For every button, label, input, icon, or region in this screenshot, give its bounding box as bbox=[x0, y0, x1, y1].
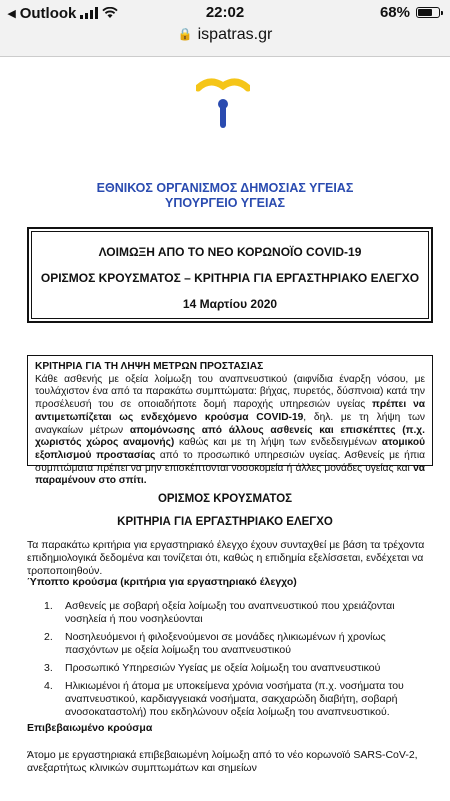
url-text: ispatras.gr bbox=[197, 26, 273, 43]
case-definition-heading: ΟΡΙΣΜΟΣ ΚΡΟΥΣΜΑΤΟΣ bbox=[157, 493, 293, 505]
doc-title: ΛΟΙΜΩΞΗ ΑΠΟ ΤΟ ΝΕΟ ΚΟΡΩΝΟΪΟ COVID-19 bbox=[98, 245, 362, 259]
protection-criteria-box bbox=[27, 355, 433, 487]
ministry-name: ΥΠΟΥΡΓΕΙΟ ΥΓΕΙΑΣ bbox=[165, 196, 285, 210]
suspect-case-heading: Ύποπτο κρούσμα (κριτήρια για εργαστηριακό έλεγχο) bbox=[27, 576, 297, 588]
intro-paragraph: Τα παρακάτω κριτήρια για εργαστηριακό έλεγχο έχουν συνταχθεί με βάση τα τρέχοντα επιδημιολογικά δεδομένα και τονίζεται ότι, καθώς η επιδημία εξελίσσεται, ενδέχεται να τροποποιηθούν. bbox=[27, 539, 425, 577]
confirmed-case-text: Άτομο με εργαστηριακά επιβεβαιωμένη λοίμωξη από το νέο κορωνοϊό SARS-CoV-2, ανεξαρτήτως κλινικών συμπτωμάτων και σημείων bbox=[27, 749, 418, 774]
clock: 22:02 bbox=[205, 4, 245, 21]
status-bar bbox=[0, 0, 450, 26]
org-name: ΕΘΝΙΚΟΣ ΟΡΓΑΝΙΣΜΟΣ ΔΗΜΟΣΙΑΣ ΥΓΕΙΑΣ bbox=[96, 181, 354, 195]
list-item: 3. Προσωπικό Υπηρεσιών Υγείας με οξεία λοίμωξη του αναπνευστικού bbox=[44, 662, 381, 674]
protection-heading: ΚΡΙΤΗΡΙΑ ΓΙΑ ΤΗ ΛΗΨΗ ΜΕΤΡΩΝ ΠΡΟΣΤΑΣΙΑΣ bbox=[35, 361, 264, 372]
lock-icon: 🔒 bbox=[177, 27, 193, 41]
doc-subtitle: ΟΡΙΣΜΟΣ ΚΡΟΥΣΜΑΤΟΣ – ΚΡΙΤΗΡΙΑ ΓΙΑ ΕΡΓΑΣΤΗΡΙΑΚΟ ΕΛΕΓΧΟ bbox=[40, 271, 420, 285]
eody-logo bbox=[196, 76, 250, 130]
title-box bbox=[27, 227, 433, 323]
confirmed-case-heading: Επιβεβαιωμένο κρούσμα bbox=[27, 722, 153, 734]
list-item: 4. Ηλικιωμένοι ή άτομα με υποκείμενα χρόνια νοσήματα (π.χ. νοσήματα του αναπνευστικού, καρδιαγγειακά νοσήματα, σακχαρώδη διαβήτη, σοβαρή ανοσοκαταστολή) που εκδηλώνουν οξεία λοίμωξη του αναπνευστικού. bbox=[44, 680, 404, 718]
lab-criteria-heading: ΚΡΙΤΗΡΙΑ ΓΙΑ ΕΡΓΑΣΤΗΡΙΑΚΟ ΕΛΕΓΧΟ bbox=[117, 516, 333, 528]
list-item: 1. Ασθενείς με σοβαρή οξεία λοίμωξη του αναπνευστικού που χρειάζονται νοσηλεία ή που νοσηλεύονται bbox=[44, 600, 395, 625]
battery-percent: 68% bbox=[379, 4, 410, 21]
doc-date: 14 Μαρτίου 2020 bbox=[182, 297, 278, 311]
battery-icon bbox=[416, 7, 440, 18]
carrier-label: ◂ Outlook bbox=[8, 5, 77, 22]
protection-text: Κάθε ασθενής με οξεία λοίμωξη του αναπνευστικού (αιφνίδια έναρξη νόσου, με τουλάχιστον ένα από τα παρακάτω συμπτώματα: βήχας, πυρετός, δύσπνοια) κατά την προσέλευσή του σε οποιαδήποτε δομή παροχής υπηρεσιών υγείας πρέπει να αντιμετωπίζεται ως ενδεχόμενο κρούσμα COVID-19, δηλ. με τη λήψη των αναγκαίων μέτρων απομόνωσης από άλλους ασθενείς και επισκέπτες (π.χ. χωριστός χώρος αναμονής) καθώς και με τη λήψη των ενδεδειγμένων ατομικού εξοπλισμού προστασίας από το προσωπικό υπηρεσιών υγείας. Ασθενείς με ήπια συμπτώματα πρέπει να μην επισκέπτονται νοσοκομεία ή άλλες μονάδες υγείας και να παραμένουν στο σπίτι. bbox=[35, 373, 426, 487]
criteria-list bbox=[44, 600, 434, 724]
list-item: 2. Νοσηλευόμενοι ή φιλοξενούμενοι σε μονάδες ηλικιωμένων ή χρονίως πασχόντων με οξεία λοίμωξη του αναπνευστικού bbox=[44, 631, 386, 656]
address-bar[interactable] bbox=[0, 26, 450, 48]
